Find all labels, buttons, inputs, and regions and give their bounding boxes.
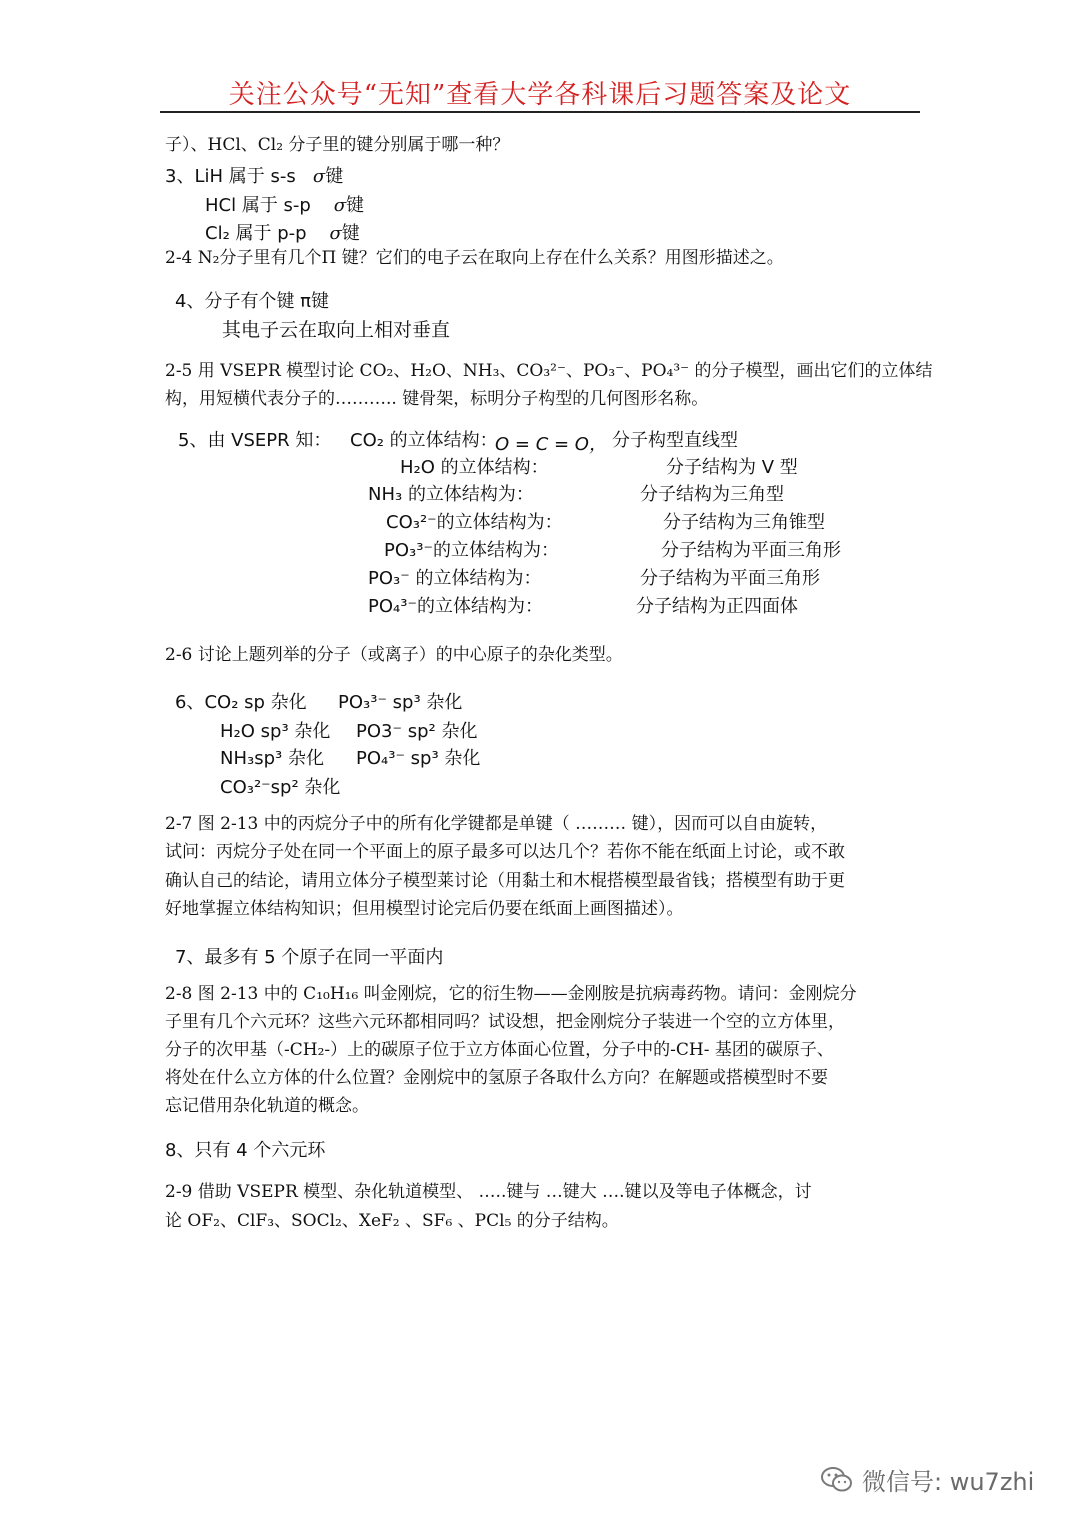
- answer-6-r2c2: PO3⁻ sp² 杂化: [356, 721, 478, 742]
- question-2-7-line4: 好地掌握立体结构知识；但用模型讨论完后仍要在纸面上画图描述）。: [165, 899, 684, 919]
- question-2-8-line3: 分子的次甲基（-CH₂-）上的碳原子位于立方体面心位置，分子中的-CH- 基团的碳原子、: [165, 1040, 834, 1060]
- question-2-8-line5: 忘记借用杂化轨道的概念。: [165, 1096, 369, 1116]
- sigma-symbol: σ: [329, 223, 342, 244]
- answer-5-formula: O = C = O，: [495, 434, 607, 455]
- answer-5-row-left: PO₄³⁻的立体结构为：: [368, 596, 543, 617]
- wechat-watermark: [820, 1462, 1034, 1501]
- answer-6-r3c2: PO₄³⁻ sp³ 杂化: [356, 748, 481, 769]
- answer-3-line3: Cl₂ 属于 p-p σ键: [205, 223, 360, 244]
- question-2-4: 2-4 N₂分子里有几个Π 键？它们的电子云在取向上存在什么关系？用图形描述之。: [165, 248, 784, 268]
- answer-8: 8、只有 4 个六元环: [165, 1140, 326, 1161]
- header-divider: [160, 111, 920, 113]
- answer-5-row-right: 分子构型直线型: [612, 430, 738, 451]
- answer-5-row-right: 分子结构为三角锥型: [663, 512, 825, 533]
- wechat-icon: [820, 1465, 854, 1501]
- sigma-symbol: σ: [333, 195, 347, 216]
- question-2-6: 2-6 讨论上题列举的分子（或离子）的中心原子的杂化类型。: [165, 645, 623, 665]
- answer-6-r4c1: CO₃²⁻sp² 杂化: [220, 777, 341, 798]
- question-2-7-line1: 2-7 图 2-13 中的丙烷分子中的所有化学键都是单键（ ……… 键），因而可以自由旋转，: [165, 814, 828, 834]
- answer-6-r3c1: NH₃sp³ 杂化: [220, 748, 324, 769]
- question-2-9-line1: 2-9 借助 VSEPR 模型、杂化轨道模型、 …..键与 …键大 ….键以及等电子体概念，讨: [165, 1182, 812, 1202]
- answer-5-row-left: PO₃³⁻的立体结构为：: [384, 540, 559, 561]
- question-2-8-line1: 2-8 图 2-13 中的 C₁₀H₁₆ 叫金刚烷，它的衍生物——金刚胺是抗病毒药物。请问：金刚烷分: [165, 984, 857, 1004]
- answer-5-row-right: 分子结构为平面三角形: [640, 568, 820, 589]
- page-header-title: 关注公众号“无知”查看大学各科课后习题答案及论文: [228, 80, 852, 110]
- question-2-9-line2: 论 OF₂、ClF₃、SOCl₂、XeF₂ 、SF₆ 、PCl₅ 的分子结构。: [165, 1211, 619, 1231]
- answer-3-line1: 3、LiH 属于 s-s σ键: [165, 166, 344, 187]
- question-2-5-line2: 构，用短横代表分子的……….. 键骨架，标明分子构型的几何图形名称。: [165, 389, 709, 409]
- answer-5-row-right: 分子结构为平面三角形: [661, 540, 841, 561]
- answer-5-row-right: 分子结构为三角型: [640, 484, 784, 505]
- answer-5-row-left: CO₃²⁻的立体结构为：: [386, 512, 563, 533]
- sigma-symbol: σ: [312, 166, 326, 187]
- question-2-7-line3: 确认自己的结论，请用立体分子模型莱讨论（用黏土和木棍搭模型最省钱；搭模型有助于更: [165, 871, 845, 891]
- answer-6-r1c1: 6、CO₂ sp 杂化: [175, 692, 307, 713]
- answer-5-intro: 5、由 VSEPR 知：: [178, 430, 332, 451]
- wechat-id-text: 微信号: wu7zhi: [862, 1468, 1035, 1496]
- answer-5-row-right: 分子结构为 V 型: [666, 457, 798, 478]
- answer-6-r1c2: PO₃³⁻ sp³ 杂化: [338, 692, 463, 713]
- answer-5-row-right: 分子结构为正四面体: [636, 596, 798, 617]
- answer-7: 7、最多有 5 个原子在同一平面内: [175, 947, 444, 968]
- answer-4-line1: 4、分子有个键 π键: [175, 291, 330, 312]
- question-2-8-line4: 将处在什么立方体的什么位置？金刚烷中的氢原子各取什么方向？在解题或搭模型时不要: [165, 1068, 828, 1088]
- answer-5-row-left: H₂O 的立体结构：: [400, 457, 549, 478]
- answer-6-r2c1: H₂O sp³ 杂化: [220, 721, 331, 742]
- question-2-8-line2: 子里有几个六元环？这些六元环都相同吗？试设想，把金刚烷分子装进一个空的立方体里，: [165, 1012, 845, 1032]
- question-2-5-line1: 2-5 用 VSEPR 模型讨论 CO₂、H₂O、NH₃、CO₃²⁻、PO₃⁻、PO₄³⁻ 的分子模型，画出它们的立体结: [165, 361, 933, 381]
- question-2-3-tail: 子）、HCl、Cl₂ 分子里的键分别属于哪一种？: [165, 135, 510, 155]
- answer-5-row-left: NH₃ 的立体结构为：: [368, 484, 534, 505]
- answer-5-row-left: PO₃⁻ 的立体结构为：: [368, 568, 542, 589]
- answer-4-line2: 其电子云在取向上相对垂直: [222, 319, 451, 341]
- answer-3-line2: HCl 属于 s-p σ键: [205, 195, 365, 216]
- answer-5-row-left: CO₂ 的立体结构：: [350, 430, 498, 451]
- question-2-7-line2: 试问：丙烷分子处在同一个平面上的原子最多可以达几个？若你不能在纸面上讨论，或不敢: [165, 842, 845, 862]
